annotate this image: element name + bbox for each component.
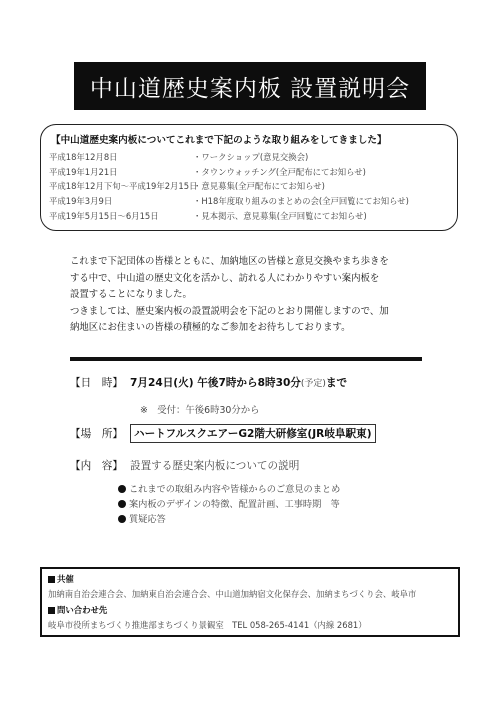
place-detail bbox=[70, 424, 376, 443]
event-date: 平成19年3月9日 bbox=[49, 196, 113, 207]
date-label: 【日 時】 bbox=[70, 377, 123, 389]
place-label: 【場 所】 bbox=[70, 428, 123, 440]
activities-heading: 【中山道歴史案内板についてこれまで下記のような取り組みをしてきました】 bbox=[51, 135, 387, 146]
bullet-text: 案内板のデザインの特徴、配置計画、工事時期 等 bbox=[129, 499, 340, 511]
event-row bbox=[49, 165, 449, 180]
event-description: ・意見募集(全戸配布にてお知らせ) bbox=[193, 181, 325, 192]
list-item bbox=[118, 497, 340, 512]
place-value: ハートフルスクエアーG2階大研修室(JR岐阜駅東) bbox=[130, 424, 376, 443]
intro-text bbox=[70, 254, 470, 337]
divider-rule bbox=[70, 357, 422, 361]
date-suffix: まで bbox=[325, 377, 348, 389]
event-date: 平成19年1月21日 bbox=[49, 166, 118, 177]
event-row bbox=[49, 150, 449, 165]
event-date: 平成18年12月8日 bbox=[49, 152, 118, 163]
contact-value: 岐阜市役所まちづくり推進部まちづくり景観室 TEL 058-265-4141（内線 2681） bbox=[48, 620, 367, 630]
footer-box bbox=[40, 567, 460, 637]
bullet-icon bbox=[118, 515, 126, 523]
square-bullet-icon bbox=[48, 607, 55, 614]
date-tentative: (予定) bbox=[300, 379, 326, 389]
contact-heading-text: 問い合わせ先 bbox=[57, 605, 108, 615]
event-description: ・H18年度取り組みのまとめの会(全戸回覧にてお知らせ) bbox=[193, 196, 409, 207]
content-bullets bbox=[118, 482, 340, 528]
list-item bbox=[118, 512, 340, 527]
bullet-text: これまでの取組み内容や皆様からのご意見のまとめ bbox=[129, 484, 341, 495]
content-detail bbox=[70, 458, 299, 473]
list-item bbox=[118, 482, 340, 497]
date-value: 7月24日(火) 午後7時から8時30分 bbox=[130, 377, 301, 389]
event-row bbox=[49, 179, 449, 194]
event-row bbox=[49, 208, 449, 223]
organizers-value: 加納南自治会連合会、加納東自治会連合会、中山道加納宿文化保存会、加納まちづくり会、岐阜市 bbox=[48, 589, 417, 599]
activities-box bbox=[40, 124, 458, 231]
event-row bbox=[49, 194, 449, 209]
date-detail bbox=[70, 375, 347, 390]
intro-line: これまで下記団体の皆様とともに、加納地区の皆様と意見交換やまち歩きを bbox=[70, 256, 389, 267]
bullet-text: 質疑応答 bbox=[129, 514, 166, 526]
event-description: ・ワークショップ(意見交換会) bbox=[193, 152, 309, 163]
bullet-icon bbox=[118, 485, 126, 493]
intro-line: 設置することになりました。 bbox=[70, 289, 192, 301]
organizers-heading bbox=[48, 572, 452, 586]
reception-note: ※ 受付：午後6時30分から bbox=[140, 405, 260, 416]
event-date: 平成19年5月15日～6月15日 bbox=[49, 210, 159, 221]
contact-heading bbox=[48, 603, 452, 617]
organizers-heading-text: 共催 bbox=[57, 574, 74, 584]
event-description: ・見本掲示、意見募集(全戸回覧にてお知らせ) bbox=[193, 210, 367, 221]
content-label: 【内 容】 bbox=[70, 460, 123, 472]
intro-line: する中で、中山道の歴史文化を活かし、訪れる人にわかりやすい案内板を bbox=[70, 272, 380, 284]
intro-line: つきましては、歴史案内板の設置説明会を下記のとおり開催しますので、加 bbox=[70, 305, 389, 317]
event-description: ・タウンウォッチング(全戸配布にてお知らせ) bbox=[193, 166, 366, 177]
intro-line: 納地区にお住まいの皆様の積極的なご参加をお待ちしております。 bbox=[70, 322, 351, 334]
square-bullet-icon bbox=[48, 576, 55, 583]
page-title: 中山道歴史案内板 設置説明会 bbox=[74, 62, 426, 110]
bullet-icon bbox=[118, 500, 126, 508]
event-date: 平成18年12月下旬～平成19年2月15日 bbox=[49, 181, 198, 192]
content-value: 設置する歴史案内板についての説明 bbox=[130, 460, 300, 472]
